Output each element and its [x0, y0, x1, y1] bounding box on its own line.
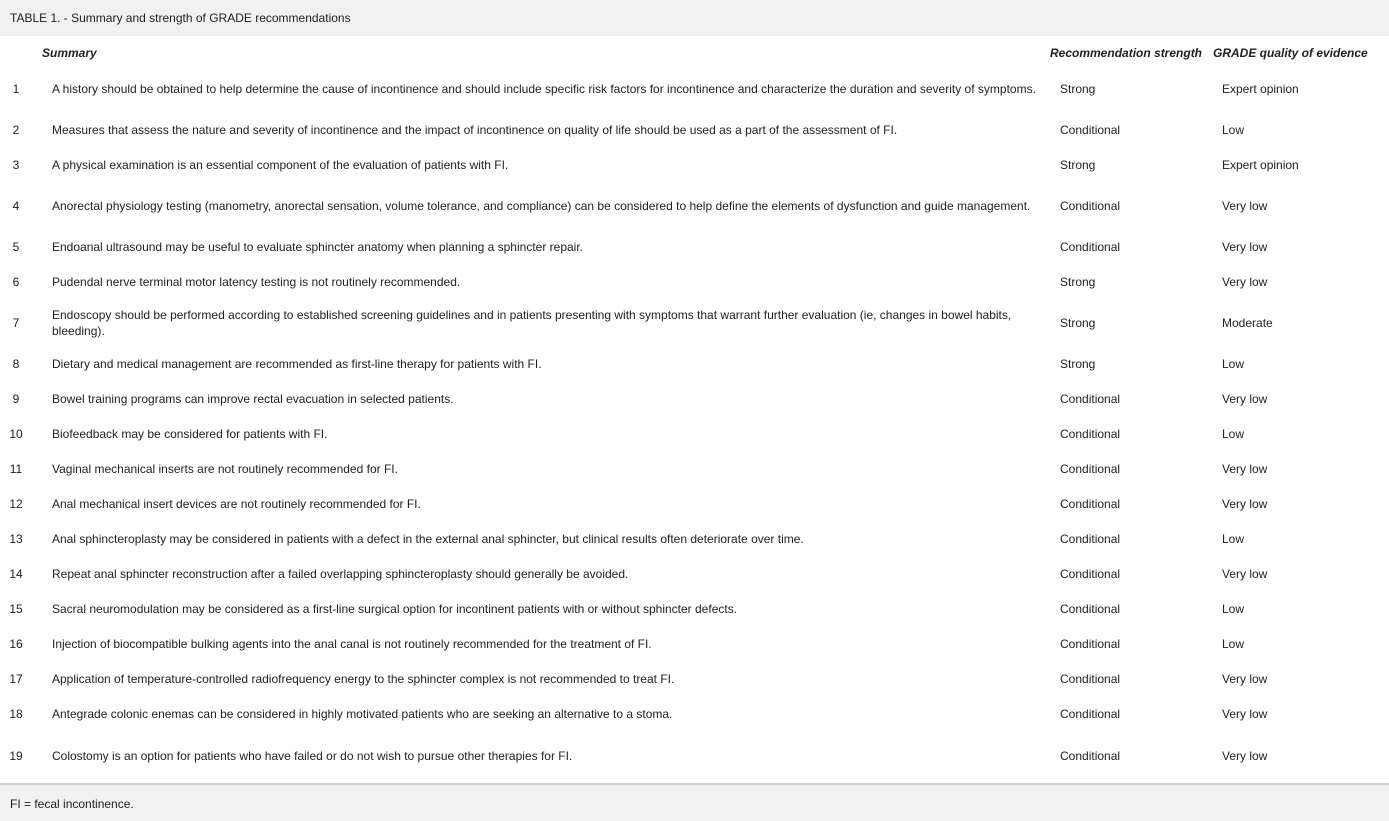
table-row — [0, 182, 1389, 229]
row-strength: Conditional — [1060, 198, 1121, 213]
row-number: 7 — [12, 315, 20, 330]
row-strength: Conditional — [1060, 636, 1121, 651]
row-summary: Anal mechanical insert devices are not routinely recommended for FI. — [52, 496, 421, 511]
row-summary: Injection of biocompatible bulking agents into the anal canal is not routinely recommended for the treatment of FI. — [52, 636, 652, 651]
row-number: 18 — [9, 706, 23, 721]
row-number: 14 — [9, 566, 23, 581]
table-row — [0, 381, 1389, 416]
row-summary: Colostomy is an option for patients who have failed or do not wish to pursue other therapies for FI. — [52, 749, 573, 763]
row-grade: Very low — [1222, 566, 1268, 581]
row-summary: Endoscopy should be performed according to established screening guidelines and in patients presenting with symptoms that warrant further evaluation (ie, changes in bowel habits, bleeding). — [52, 307, 1012, 338]
row-grade: Very low — [1222, 496, 1268, 511]
column-header-strength: Recommendation strength — [1050, 46, 1203, 60]
row-summary: Vaginal mechanical inserts are not routinely recommended for FI. — [52, 461, 398, 476]
row-number: 9 — [12, 391, 20, 406]
table-row — [0, 451, 1389, 486]
row-number: 8 — [12, 356, 20, 371]
row-grade: Very low — [1222, 239, 1268, 254]
table-row — [0, 112, 1389, 147]
row-number: 5 — [12, 239, 20, 254]
column-header-grade: GRADE quality of evidence — [1213, 46, 1368, 60]
row-strength: Conditional — [1060, 601, 1121, 616]
row-grade: Low — [1222, 531, 1245, 546]
table-row — [0, 299, 1389, 346]
row-grade: Low — [1222, 601, 1245, 616]
table-row — [0, 591, 1389, 626]
row-grade: Very low — [1222, 749, 1268, 763]
row-summary: Endoanal ultrasound may be useful to evaluate sphincter anatomy when planning a sphincter repair. — [52, 239, 584, 254]
row-strength: Conditional — [1060, 749, 1121, 763]
row-strength: Strong — [1060, 315, 1096, 330]
row-number: 19 — [9, 749, 23, 763]
row-number: 1 — [12, 82, 20, 96]
table-row — [0, 626, 1389, 661]
row-summary: Dietary and medical management are recommended as first-line therapy for patients with FI. — [52, 356, 542, 371]
row-grade: Low — [1222, 122, 1245, 137]
row-number: 10 — [9, 426, 23, 441]
table-row — [0, 696, 1389, 731]
row-summary: Measures that assess the nature and severity of incontinence and the impact of incontinence on quality of life should be used as a part of the assessment of FI. — [52, 122, 898, 137]
row-summary: Repeat anal sphincter reconstruction after a failed overlapping sphincteroplasty should generally be avoided. — [52, 566, 629, 581]
table-row — [0, 486, 1389, 521]
row-summary: Anal sphincteroplasty may be considered in patients with a defect in the external anal sphincter, but clinical results often deteriorate over time. — [52, 531, 804, 546]
row-strength: Strong — [1060, 157, 1096, 172]
row-grade: Moderate — [1222, 315, 1273, 330]
row-summary: Sacral neuromodulation may be considered as a first-line surgical option for incontinent patients with or without sphincter defects. — [52, 601, 738, 616]
row-summary: Application of temperature-controlled radiofrequency energy to the sphincter complex is not recommended to treat FI. — [52, 671, 675, 686]
row-number: 2 — [12, 122, 20, 137]
row-strength: Conditional — [1060, 122, 1121, 137]
table-row — [0, 731, 1389, 781]
row-grade: Very low — [1222, 706, 1268, 721]
table-row — [0, 556, 1389, 591]
row-grade: Low — [1222, 356, 1245, 371]
row-summary: Pudendal nerve terminal motor latency testing is not routinely recommended. — [52, 274, 461, 289]
row-number: 17 — [9, 671, 23, 686]
row-number: 15 — [9, 601, 23, 616]
row-strength: Conditional — [1060, 461, 1121, 476]
table-row — [0, 147, 1389, 182]
row-strength: Strong — [1060, 356, 1096, 371]
table-row — [0, 66, 1389, 112]
row-strength: Conditional — [1060, 391, 1121, 406]
column-header-summary: Summary — [42, 46, 97, 60]
row-strength: Conditional — [1060, 239, 1121, 254]
row-strength: Conditional — [1060, 671, 1121, 686]
row-strength: Strong — [1060, 82, 1096, 96]
row-strength: Strong — [1060, 274, 1096, 289]
row-grade: Very low — [1222, 391, 1268, 406]
row-strength: Conditional — [1060, 706, 1121, 721]
row-grade: Very low — [1222, 274, 1268, 289]
row-number: 11 — [9, 461, 23, 476]
table-row — [0, 264, 1389, 299]
row-strength: Conditional — [1060, 531, 1121, 546]
table-caption: TABLE 1. - Summary and strength of GRADE recommendations — [0, 0, 1389, 36]
row-summary: Antegrade colonic enemas can be considered in highly motivated patients who are seeking an alternative to a stoma. — [52, 706, 673, 721]
row-summary: A history should be obtained to help determine the cause of incontinence and should include specific risk factors for incontinence and characterize the duration and severity of symptoms. — [52, 82, 1036, 96]
row-summary: Bowel training programs can improve rectal evacuation in selected patients. — [52, 391, 454, 406]
row-number: 12 — [9, 496, 23, 511]
row-number: 6 — [12, 274, 20, 289]
row-summary: Anorectal physiology testing (manometry, anorectal sensation, volume tolerance, and compliance) can be considered to help define the elements of dysfunction and guide management. — [52, 198, 1031, 213]
row-grade: Expert opinion — [1222, 157, 1299, 172]
table-row — [0, 521, 1389, 556]
row-strength: Conditional — [1060, 566, 1121, 581]
row-grade: Expert opinion — [1222, 82, 1299, 96]
row-grade: Very low — [1222, 461, 1268, 476]
table-footnote: FI = fecal incontinence. — [0, 783, 1389, 821]
row-number: 16 — [9, 636, 23, 651]
table-row — [0, 346, 1389, 381]
row-strength: Conditional — [1060, 496, 1121, 511]
row-grade: Low — [1222, 426, 1245, 441]
row-grade: Very low — [1222, 671, 1268, 686]
row-grade: Low — [1222, 636, 1245, 651]
row-summary: A physical examination is an essential component of the evaluation of patients with FI. — [52, 157, 509, 172]
row-number: 4 — [12, 198, 20, 213]
row-number: 13 — [9, 531, 23, 546]
table-row — [0, 229, 1389, 264]
row-summary: Biofeedback may be considered for patients with FI. — [52, 426, 328, 441]
row-number: 3 — [12, 157, 20, 172]
table-row — [0, 416, 1389, 451]
table-row — [0, 661, 1389, 696]
row-strength: Conditional — [1060, 426, 1121, 441]
row-grade: Very low — [1222, 198, 1268, 213]
